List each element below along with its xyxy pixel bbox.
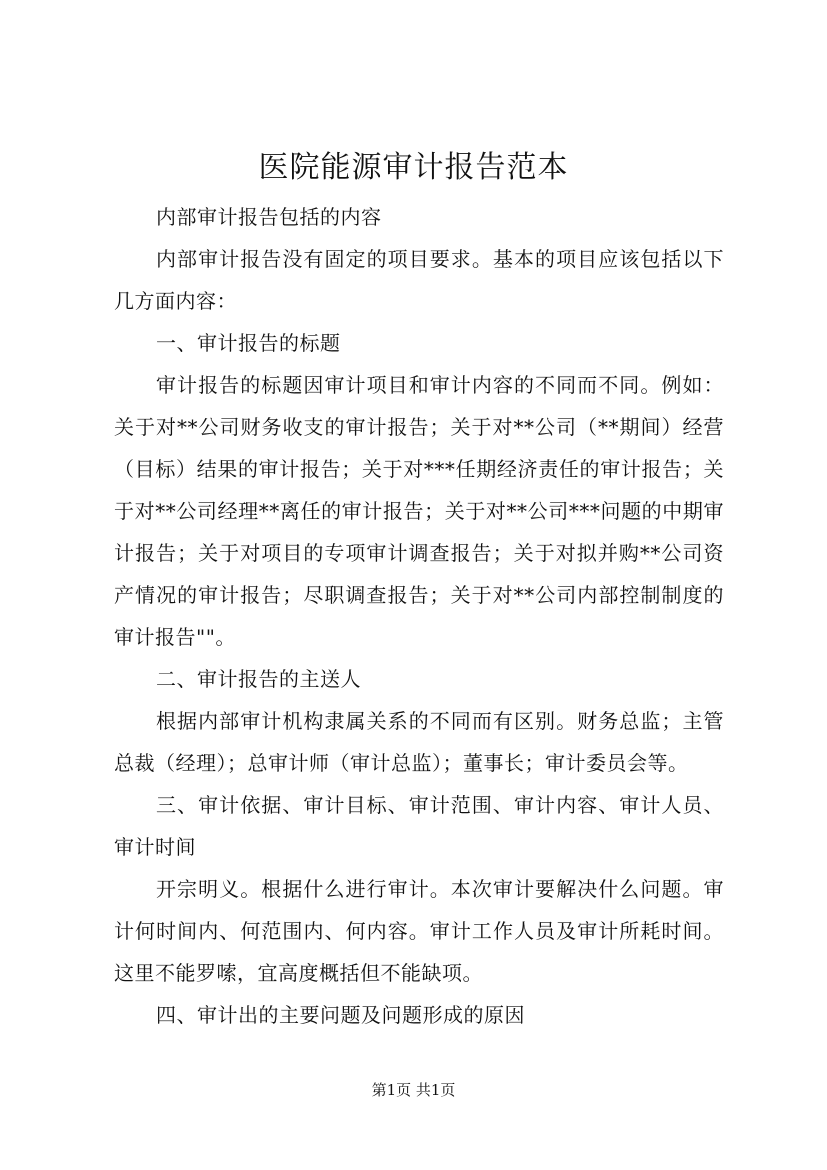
paragraph: 审计报告的标题因审计项目和审计内容的不同而不同。例如：关于对**公司财务收支的审计报告；关于对**公司（**期间）经营（目标）结果的审计报告；关于对***任期经济责任的审计报告；关于对**公司经理**离任的审计报告；关于对**公司***问题的中期审计报告；关于对项目的专项审计调查报告；关于对拟并购**公司资产情况的审计报告；尽职调查报告；关于对**公司内部控制制度的审计报告""。 — [114, 373, 724, 649]
page-footer: 第1页 共1页 — [371, 1081, 456, 1099]
section-heading: 一、审计报告的标题 — [156, 331, 341, 355]
paragraph: 内部审计报告没有固定的项目要求。基本的项目应该包括以下几方面内容： — [114, 247, 724, 313]
paragraph: 根据内部审计机构隶属关系的不同而有区别。财务总监；主管总裁（经理）；总审计师（审计总监）；董事长；审计委员会等。 — [114, 709, 724, 775]
paragraph: 开宗明义。根据什么进行审计。本次审计要解决什么问题。审计何时间内、何范围内、何内容。审计工作人员及审计所耗时间。这里不能罗嗦，宜高度概括但不能缺项。 — [114, 877, 724, 985]
section-heading: 四、审计出的主要问题及问题形成的原因 — [156, 1003, 525, 1027]
paragraph: 内部审计报告包括的内容 — [156, 205, 382, 229]
section-heading: 三、审计依据、审计目标、审计范围、审计内容、审计人员、审计时间 — [114, 793, 724, 859]
section-heading: 二、审计报告的主送人 — [156, 667, 361, 691]
document-body — [114, 196, 724, 1036]
document-title: 医院能源审计报告范本 — [258, 150, 569, 185]
